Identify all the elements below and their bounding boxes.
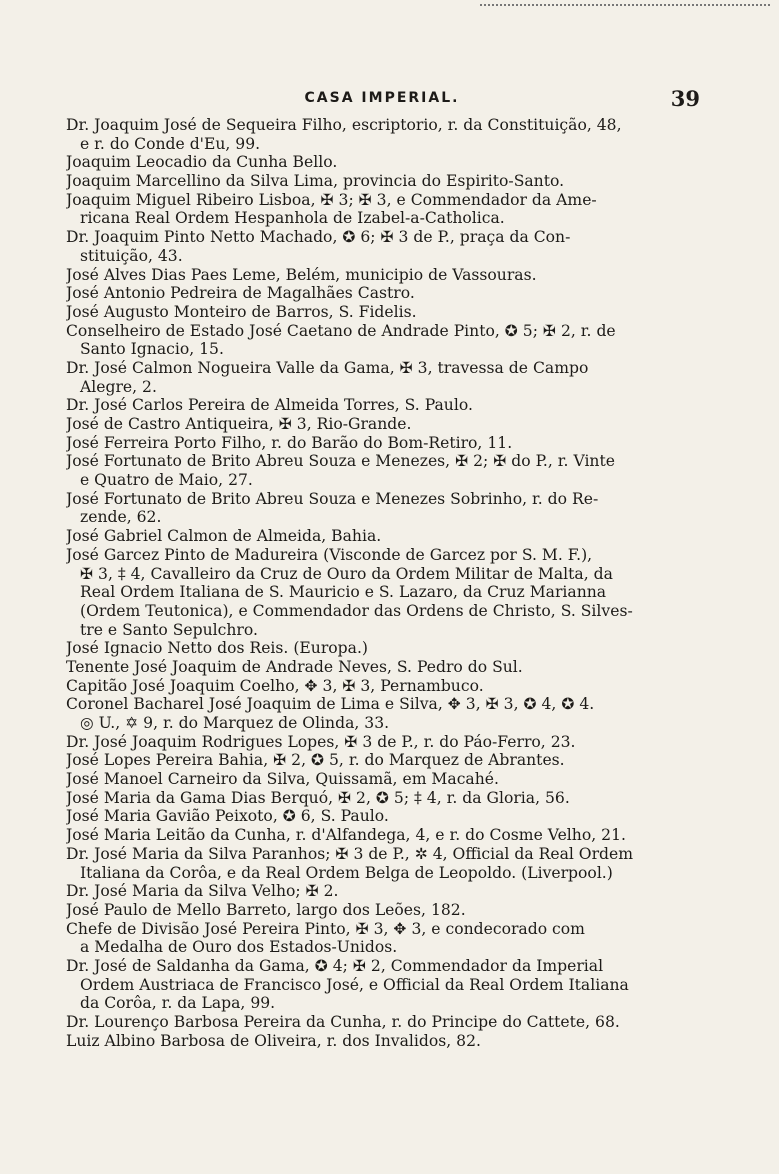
entry-line: Dr. Lourenço Barbosa Pereira da Cunha, r. do Principe do Cattete, 68. xyxy=(66,1013,620,1031)
entry-line: Tenente José Joaquim de Andrade Neves, S. Pedro do Sul. xyxy=(66,657,523,676)
entry-line: Dr. José Calmon Nogueira Valle da Gama, ✠ 3, travessa de Campo xyxy=(66,358,589,377)
entry-line: ✠ 3, ‡ 4, Cavalleiro da Cruz de Ouro da Ordem Militar de Malta, da xyxy=(80,564,613,583)
entry-line: Dr. José Maria da Silva Velho; ✠ 2. xyxy=(66,882,339,901)
entry-line: José de Castro Antiqueira, ✠ 3, Rio-Grande. xyxy=(66,415,412,433)
entry-line: tre e Santo Sepulchro. xyxy=(80,620,258,639)
entry-line: José Manoel Carneiro da Silva, Quissamã, em Macahé. xyxy=(66,770,499,789)
entry-line: ricana Real Ordem Hespanhola de Izabel-a-Catholica. xyxy=(80,209,505,228)
running-head: CASA IMPERIAL. xyxy=(304,90,460,106)
entry-line: Conselheiro de Estado José Caetano de Andrade Pinto, ✪ 5; ✠ 2, r. de xyxy=(66,321,616,340)
entry-line: da Corôa, r. da Lapa, 99. xyxy=(80,994,276,1013)
entry-line: José Gabriel Calmon de Almeida, Bahia. xyxy=(66,527,382,546)
entry-line: Dr. José Maria da Silva Paranhos; ✠ 3 de P., ✲ 4, Official da Real Ordem xyxy=(66,844,634,863)
entry-line: e r. do Conde d'Eu, 99. xyxy=(80,134,261,153)
entry-line: Dr. Joaquim Pinto Netto Machado, ✪ 6; ✠ 3 de P., praça da Con- xyxy=(66,228,571,247)
entry-line: Alegre, 2. xyxy=(80,377,157,396)
entry-line: José Garcez Pinto de Madureira (Visconde de Garcez por S. M. F.), xyxy=(66,545,593,564)
entry-line: Capitão José Joaquim Coelho, ✥ 3, ✠ 3, Pernambuco. xyxy=(66,676,484,695)
entry-line: Luiz Albino Barbosa de Oliveira, r. dos Invalidos, 82. xyxy=(66,1031,481,1050)
entry-line: José Antonio Pedreira de Magalhães Castro. xyxy=(66,284,415,303)
entry-line: Joaquim Miguel Ribeiro Lisboa, ✠ 3; ✠ 3, e Commendador da Ame- xyxy=(66,190,597,209)
entry-line: a Medalha de Ouro dos Estados-Unidos. xyxy=(80,938,398,957)
entry-line: José Alves Dias Paes Leme, Belém, municipio de Vassouras. xyxy=(66,265,537,284)
entry-line: Santo Ignacio, 15. xyxy=(80,340,224,359)
entry-line: José Maria Leitão da Cunha, r. d'Alfandega, 4, e r. do Cosme Velho, 21. xyxy=(66,826,626,845)
entry-line: Real Ordem Italiana de S. Mauricio e S. Lazaro, da Cruz Marianna xyxy=(80,583,607,602)
entry-line: José Ignacio Netto dos Reis. (Europa.) xyxy=(66,639,368,658)
entry-line: José Fortunato de Brito Abreu Souza e Menezes, ✠ 2; ✠ do P., r. Vinte xyxy=(66,452,615,471)
entry-line: zende, 62. xyxy=(80,508,162,527)
top-rule xyxy=(480,4,770,6)
entry-line: José Paulo de Mello Barreto, largo dos Leões, 182. xyxy=(66,900,466,919)
entry-line: Chefe de Divisão José Pereira Pinto, ✠ 3, ✥ 3, e condecorado com xyxy=(66,919,585,938)
entry-line: Coronel Bacharel José Joaquim de Lima e Silva, ✥ 3, ✠ 3, ✪ 4, ✪ 4. xyxy=(66,695,595,714)
entry-line: José Maria da Gama Dias Berquó, ✠ 2, ✪ 5; ‡ 4, r. da Gloria, 56. xyxy=(66,788,570,807)
entry-line: Dr. José Joaquim Rodrigues Lopes, ✠ 3 de P., r. do Páo-Ferro, 23. xyxy=(66,732,576,751)
entry-line: Dr. José Carlos Pereira de Almeida Torres, S. Paulo. xyxy=(66,396,473,415)
page-header xyxy=(64,86,700,112)
entry-line: stituição, 43. xyxy=(80,246,183,265)
entry-line: José Fortunato de Brito Abreu Souza e Menezes Sobrinho, r. do Re- xyxy=(66,489,599,508)
entry-list xyxy=(66,116,698,1050)
entry-line: Ordem Austriaca de Francisco José, e Official da Real Ordem Italiana xyxy=(80,975,629,994)
entry-line: José Lopes Pereira Bahia, ✠ 2, ✪ 5, r. do Marquez de Abrantes. xyxy=(66,751,565,770)
entry-line: José Augusto Monteiro de Barros, S. Fidelis. xyxy=(66,302,417,321)
entry-line: (Ordem Teutonica), e Commendador das Ordens de Christo, S. Silves- xyxy=(80,601,633,620)
entry-line: ◎ U., ✡ 9, r. do Marquez de Olinda, 33. xyxy=(80,714,390,732)
entry-line: Italiana da Corôa, e da Real Ordem Belga de Leopoldo. (Liverpool.) xyxy=(80,863,613,882)
entry-line: Joaquim Marcellino da Silva Lima, provincia do Espirito-Santo. xyxy=(66,172,565,191)
entry-line: José Maria Gavião Peixoto, ✪ 6, S. Paulo. xyxy=(66,807,389,826)
entry-line: Dr. José de Saldanha da Gama, ✪ 4; ✠ 2, Commendador da Imperial xyxy=(66,956,604,975)
entry-line: Dr. Joaquim José de Sequeira Filho, escriptorio, r. da Constituição, 48, xyxy=(66,116,622,134)
entry-line: José Ferreira Porto Filho, r. do Barão do Bom-Retiro, 11. xyxy=(66,433,513,452)
page-number: 39 xyxy=(670,86,700,111)
entry-line: e Quatro de Maio, 27. xyxy=(80,471,253,490)
entry-line: Joaquim Leocadio da Cunha Bello. xyxy=(66,153,338,172)
